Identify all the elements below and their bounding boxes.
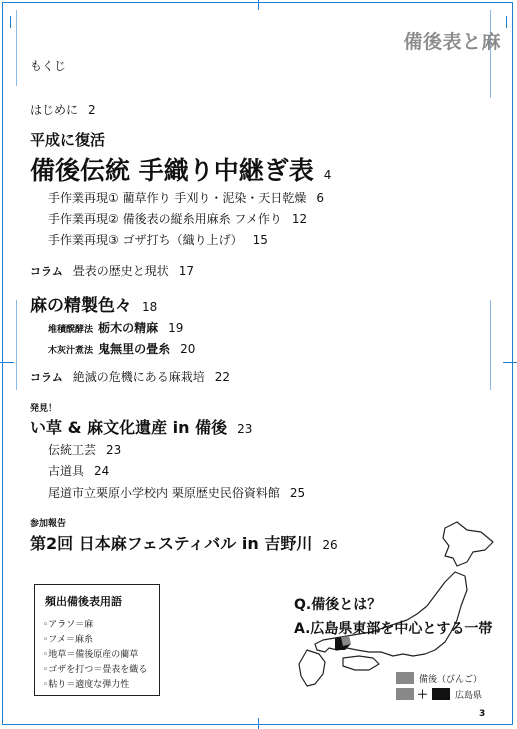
entry-label: 第2回 日本麻フェスティバル in 吉野川	[30, 534, 313, 553]
entry-label: 手作業再現① 藺草作り 手刈り・泥染・天日乾燥	[48, 191, 307, 205]
page-number: 6	[316, 191, 325, 205]
hokkaido-shape	[443, 522, 493, 566]
glossary-item: ◦ゴザを打つ＝畳表を織る	[43, 665, 148, 675]
section-kicker: 平成に復活	[30, 131, 106, 149]
margin-guide-right-mid	[490, 300, 491, 390]
shikoku-shape	[343, 656, 379, 670]
toc-entry-column2[interactable]	[30, 368, 230, 385]
entry-label: 麻の精製色々	[30, 296, 132, 316]
crop-mark-left	[0, 362, 14, 363]
toc-entry-intro[interactable]	[30, 101, 96, 118]
page-number: 25	[289, 486, 306, 500]
toc-entry-hemp[interactable]	[30, 291, 157, 316]
entry-label: 伝統工芸	[48, 443, 97, 457]
crop-mark-bottom	[258, 718, 259, 729]
entry-label: はじめに	[30, 103, 79, 117]
page-number: 2	[88, 103, 96, 117]
toc-entry-sub3[interactable]	[48, 231, 268, 248]
page-number: 12	[291, 212, 308, 226]
method-tag: 堆積醗酵法	[48, 325, 94, 335]
page-number: 15	[252, 233, 268, 247]
legend-plus: ＋	[417, 688, 428, 701]
toc-entry-column1[interactable]	[30, 262, 194, 279]
toc-entry-discover[interactable]	[30, 415, 252, 438]
toc-entry-sub1[interactable]	[48, 189, 324, 206]
margin-guide-left	[16, 10, 17, 86]
crop-mark-top	[258, 0, 259, 10]
legend-swatch-bingo	[396, 672, 414, 684]
page-number: 23	[106, 443, 122, 457]
page-number: 18	[142, 300, 158, 314]
entry-label: 手作業再現② 備後表の縦糸用麻糸 フメ作り	[48, 212, 282, 226]
glossary-item: ◦地草＝備後原産の藺草	[43, 650, 139, 660]
entry-label: 尾道市立栗原小学校内 栗原歴史民俗資料館	[48, 486, 280, 500]
entry-label: 栃木の精麻	[98, 321, 159, 335]
toc-entry-hemp2[interactable]	[48, 338, 195, 357]
page-number: 24	[94, 464, 110, 478]
section-kicker: 参加報告	[30, 519, 67, 529]
toc-label: もくじ	[30, 59, 67, 73]
crop-mark-right	[503, 362, 517, 363]
toc-entry-disc1[interactable]	[48, 441, 121, 458]
page-number: 4	[323, 168, 332, 182]
toc-entry-disc3[interactable]	[48, 484, 305, 501]
entry-label: い草 & 麻文化遺産 in 備後	[30, 418, 228, 437]
toc-entry-hemp1[interactable]	[48, 317, 183, 336]
entry-label: 備後伝統 手織り中継ぎ表	[30, 156, 314, 185]
glossary-item: ◦アラソ＝麻	[43, 620, 94, 630]
legend-swatch-bingo-2	[396, 688, 414, 700]
crop-mark-tr	[506, 16, 507, 28]
page-number: 19	[168, 321, 184, 335]
page-number: 23	[237, 422, 253, 436]
entry-label: 古道具	[48, 464, 85, 478]
kyushu-shape	[299, 650, 325, 686]
toc-entry-sub2[interactable]	[48, 210, 307, 227]
page-number: 26	[322, 538, 338, 552]
legend-label-hiroshima: 広島県	[455, 691, 483, 701]
header-title: 備後表と麻	[403, 31, 501, 53]
page-number-footer: 3	[479, 709, 486, 719]
legend-label-bingo: 備後（びんご）	[419, 675, 483, 685]
toc-entry-disc2[interactable]	[48, 462, 109, 479]
entry-label: 絶滅の危機にある麻栽培	[72, 370, 205, 384]
crop-mark-tl	[10, 16, 11, 28]
qa-question: Q.備後とは？	[294, 597, 382, 613]
toc-entry-revival[interactable]	[30, 151, 331, 187]
glossary-title: 頻出備後表用語	[45, 595, 122, 608]
qa-answer: A.広島県東部を中心とする一帯	[294, 621, 493, 637]
glossary-item: ◦粘り＝適度な弾力性	[43, 680, 130, 690]
glossary-box	[34, 584, 160, 696]
page-number: 20	[180, 342, 196, 356]
glossary-item: ◦フメ＝麻糸	[43, 635, 93, 645]
method-tag: 木灰汁煮法	[48, 346, 94, 356]
entry-label: 畳表の歴史と現状	[72, 264, 169, 278]
page-number: 17	[178, 264, 195, 278]
column-tag: コラム	[30, 265, 63, 278]
legend-swatch-hiroshima	[432, 688, 450, 700]
entry-label: 鬼無里の畳糸	[98, 342, 171, 356]
column-tag: コラム	[30, 371, 63, 384]
page-number: 22	[214, 370, 231, 384]
margin-guide-left-mid	[16, 300, 17, 390]
margin-guide-right	[490, 10, 491, 98]
entry-label: 手作業再現③ ゴザ打ち（織り上げ）	[48, 233, 243, 247]
section-kicker: 発見！	[30, 404, 58, 414]
